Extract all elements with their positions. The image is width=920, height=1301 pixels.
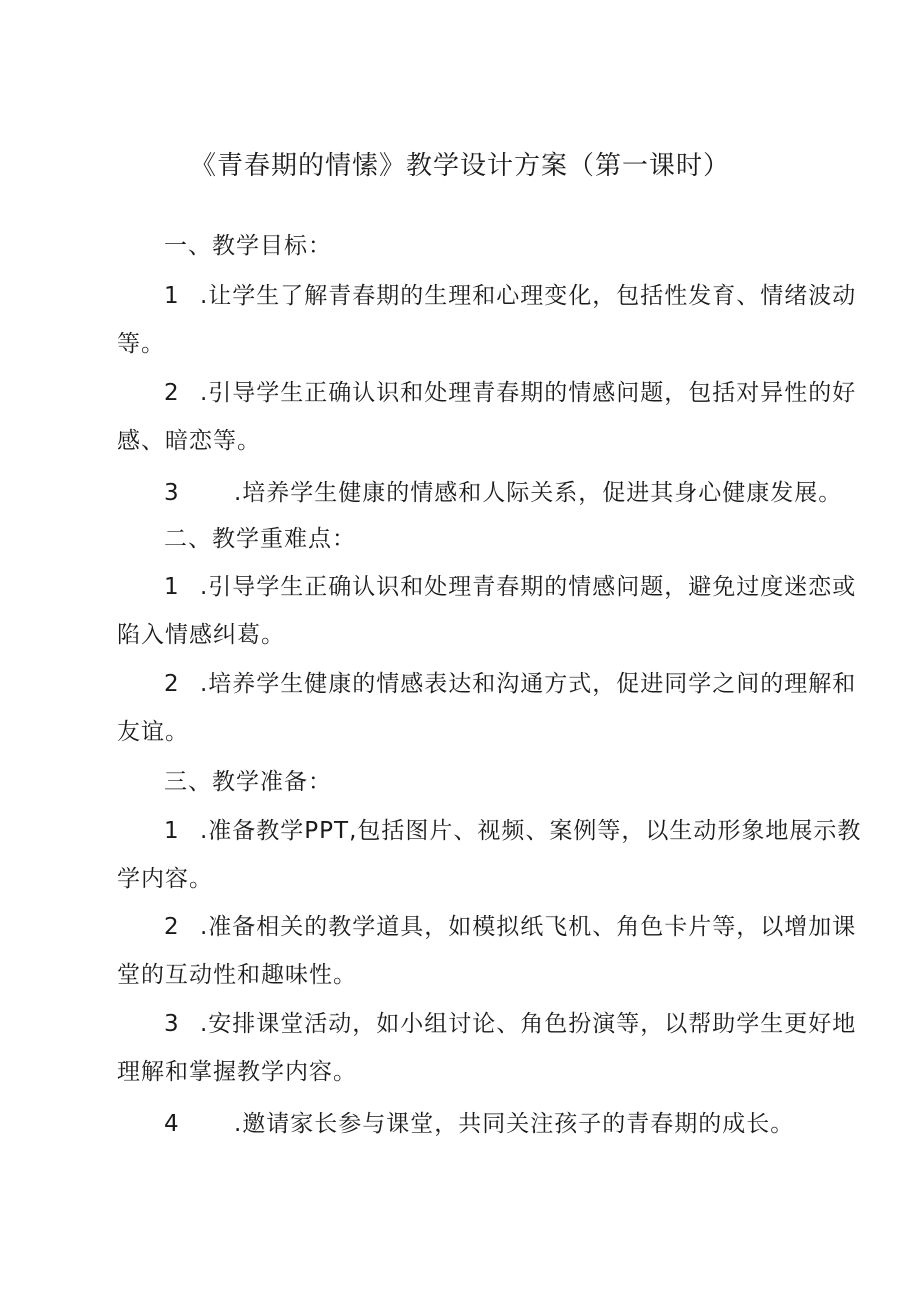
item-text-continued: 感、暗恋等。 [117,428,261,454]
item-text-continued: 陷入情感纠葛。 [117,622,285,648]
item-number: 2 [164,380,180,406]
item-number: 1 [164,818,180,844]
item-text: .邀请家长参与课堂，共同关注孩子的青春期的成长。 [234,1111,795,1137]
item-number: 4 [164,1111,180,1137]
section-heading: 一、教学目标： [164,233,332,259]
item-number: 3 [164,1011,180,1037]
prep-item-4 [117,1100,831,1148]
document-title: 《青春期的情愫》教学设计方案（第一课时） [189,151,730,181]
item-text: .引导学生正确认识和处理青春期的情感问题，包括对异性的好 [200,380,857,406]
item-text-continued: 等。 [117,331,165,357]
item-text: .安排课堂活动，如小组讨论、角色扮演等，以帮助学生更好地 [200,1011,857,1037]
item-number: 1 [164,574,180,600]
item-number: 1 [164,283,180,309]
item-text-continued: 学内容。 [117,866,213,892]
item-number: 2 [164,671,180,697]
item-text-continued: 堂的互动性和趣味性。 [117,962,357,988]
item-number: 2 [164,914,180,940]
item-text: .引导学生正确认识和处理青春期的情感问题，避免过度迷恋或 [200,574,857,600]
item-text: .培养学生健康的情感表达和沟通方式，促进同学之间的理解和 [200,671,857,697]
item-number: 3 [164,480,180,506]
goal-item-2 [117,369,857,465]
item-text-continued: 友谊。 [117,719,189,745]
section-heading: 二、教学重难点： [164,526,356,552]
section-key-difficulties [117,515,831,563]
item-text: .培养学生健康的情感和人际关系，促进其身心健康发展。 [234,480,843,506]
prep-item-2 [117,903,857,999]
difficulty-item-1 [117,563,857,659]
difficulty-item-2 [117,660,857,756]
item-text-continued: 理解和掌握教学内容。 [117,1059,357,1085]
prep-item-3 [117,1000,857,1096]
goal-item-3 [117,469,843,517]
prep-item-1 [117,807,862,903]
section-heading: 三、教学准备： [164,769,332,795]
item-text: .准备相关的教学道具，如模拟纸飞机、角色卡片等，以增加课 [200,914,857,940]
goal-item-1 [117,272,857,368]
section-teaching-goals [117,222,831,270]
section-teaching-preparation [117,758,831,806]
item-text: .让学生了解青春期的生理和心理变化，包括性发育、情绪波动 [200,283,857,309]
item-text: .准备教学PPT,包括图片、视频、案例等，以生动形象地展示教 [200,818,862,844]
